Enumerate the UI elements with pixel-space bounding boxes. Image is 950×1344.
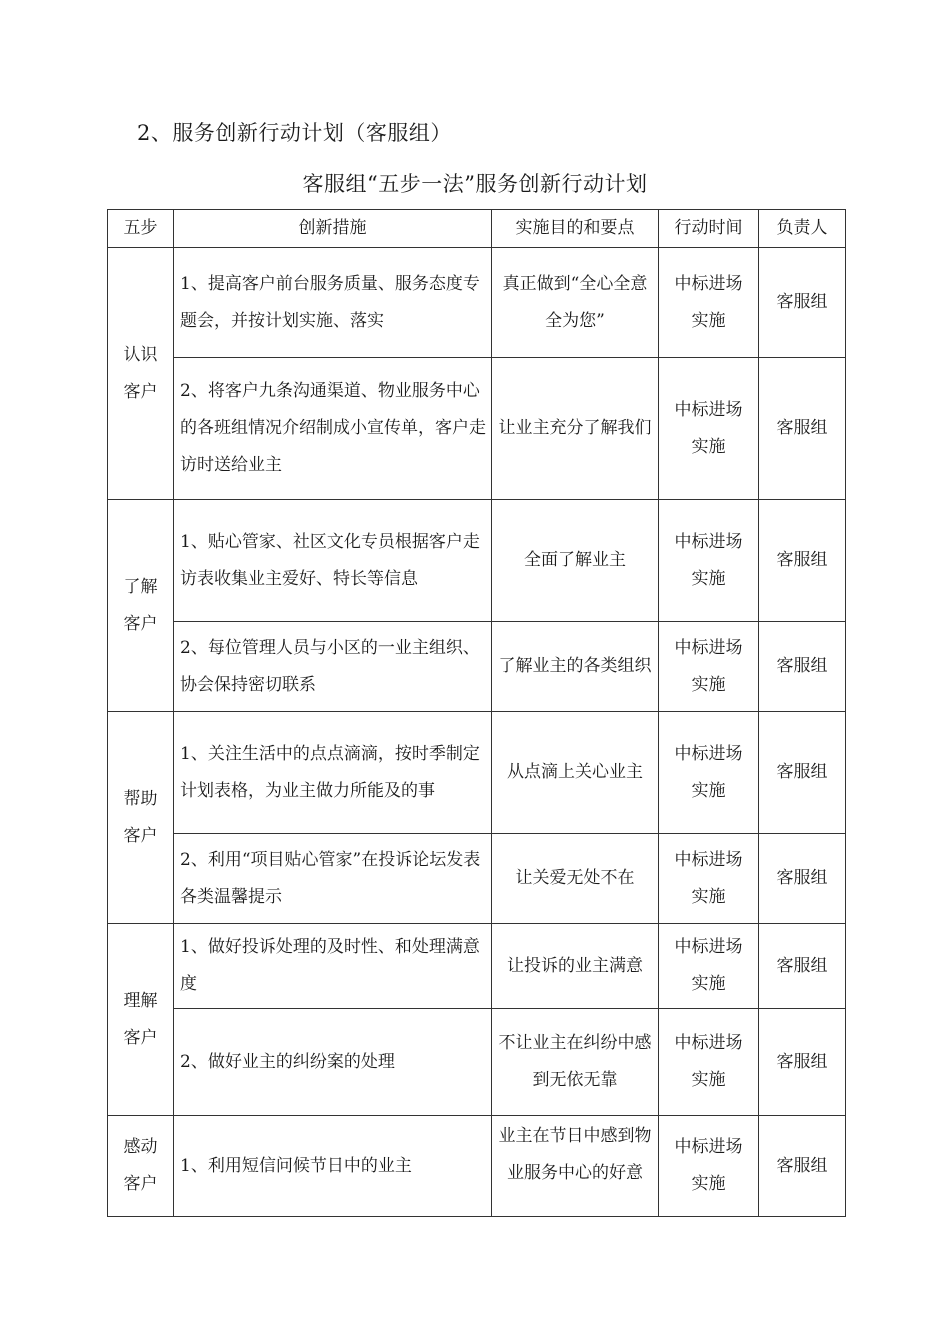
step-cell bbox=[108, 500, 174, 712]
measure-cell: 2、每位管理人员与小区的一业主组织、协会保持密切联系 bbox=[174, 622, 492, 712]
time-cell bbox=[659, 712, 759, 834]
step-label: 理解客户 bbox=[123, 990, 158, 1048]
header-step: 五步 bbox=[108, 210, 174, 248]
time-label: 中标进场实施 bbox=[674, 273, 743, 331]
table-title: 客服组“五步一法”服务创新行动计划 bbox=[302, 172, 648, 196]
header-goal: 实施目的和要点 bbox=[492, 210, 659, 248]
goal-cell bbox=[492, 1116, 659, 1217]
time-cell bbox=[659, 924, 759, 1009]
time-cell bbox=[659, 500, 759, 622]
measure-cell: 1、利用短信问候节日中的业主 bbox=[174, 1116, 492, 1217]
owner-cell: 客服组 bbox=[759, 358, 846, 500]
table-row bbox=[108, 712, 846, 834]
time-label: 中标进场实施 bbox=[674, 1033, 743, 1090]
step-label: 了解客户 bbox=[123, 576, 158, 634]
time-cell bbox=[659, 248, 759, 358]
action-plan-table bbox=[107, 209, 846, 1217]
owner-cell: 客服组 bbox=[759, 712, 846, 834]
time-label: 中标进场实施 bbox=[674, 937, 743, 994]
time-label: 中标进场实施 bbox=[674, 637, 743, 695]
goal-label: 业主在节日中感到物业服务中心的好意 bbox=[498, 1126, 652, 1183]
table-row bbox=[108, 1116, 846, 1217]
goal-cell: 从点滴上关心业主 bbox=[492, 712, 659, 834]
header-owner: 负责人 bbox=[759, 210, 846, 248]
time-cell bbox=[659, 1116, 759, 1217]
owner-cell: 客服组 bbox=[759, 500, 846, 622]
time-label: 中标进场实施 bbox=[674, 849, 743, 907]
step-label: 感动客户 bbox=[123, 1137, 158, 1194]
goal-cell: 真正做到“全心全意全为您” bbox=[492, 248, 659, 358]
owner-cell: 客服组 bbox=[759, 622, 846, 712]
table-row bbox=[108, 622, 846, 712]
time-cell bbox=[659, 622, 759, 712]
step-cell bbox=[108, 1116, 174, 1217]
measure-cell: 2、做好业主的纠纷案的处理 bbox=[174, 1009, 492, 1116]
time-cell bbox=[659, 834, 759, 924]
step-cell bbox=[108, 924, 174, 1116]
table-row bbox=[108, 358, 846, 500]
table-row bbox=[108, 248, 846, 358]
step-label: 认识客户 bbox=[123, 344, 158, 402]
measure-cell: 1、做好投诉处理的及时性、和处理满意度 bbox=[174, 924, 492, 1009]
goal-cell: 了解业主的各类组织 bbox=[492, 622, 659, 712]
time-label: 中标进场实施 bbox=[674, 531, 743, 589]
table-row bbox=[108, 1009, 846, 1116]
goal-cell: 让业主充分了解我们 bbox=[492, 358, 659, 500]
goal-cell: 让关爱无处不在 bbox=[492, 834, 659, 924]
step-cell bbox=[108, 248, 174, 500]
measure-cell: 2、利用“项目贴心管家”在投诉论坛发表各类温馨提示 bbox=[174, 834, 492, 924]
measure-cell: 1、提高客户前台服务质量、服务态度专题会，并按计划实施、落实 bbox=[174, 248, 492, 358]
goal-cell: 不让业主在纠纷中感到无依无靠 bbox=[492, 1009, 659, 1116]
goal-cell: 让投诉的业主满意 bbox=[492, 924, 659, 1009]
owner-cell: 客服组 bbox=[759, 1009, 846, 1116]
owner-cell: 客服组 bbox=[759, 834, 846, 924]
time-label: 中标进场实施 bbox=[674, 399, 743, 457]
goal-cell: 全面了解业主 bbox=[492, 500, 659, 622]
owner-cell: 客服组 bbox=[759, 248, 846, 358]
owner-cell: 客服组 bbox=[759, 1116, 846, 1217]
step-cell bbox=[108, 712, 174, 924]
header-row bbox=[108, 210, 846, 248]
time-label: 中标进场实施 bbox=[674, 743, 743, 801]
measure-cell: 1、关注生活中的点点滴滴，按时季制定计划表格，为业主做力所能及的事 bbox=[174, 712, 492, 834]
section-heading: 2、服务创新行动计划（客服组） bbox=[137, 121, 452, 145]
measure-cell: 1、贴心管家、社区文化专员根据客户走访表收集业主爱好、特长等信息 bbox=[174, 500, 492, 622]
time-label: 中标进场实施 bbox=[674, 1137, 743, 1194]
measure-cell: 2、将客户九条沟通渠道、物业服务中心的各班组情况介绍制成小宣传单，客户走访时送给业主 bbox=[174, 358, 492, 500]
table-row bbox=[108, 500, 846, 622]
owner-cell: 客服组 bbox=[759, 924, 846, 1009]
header-measure: 创新措施 bbox=[174, 210, 492, 248]
table-row bbox=[108, 834, 846, 924]
time-cell bbox=[659, 358, 759, 500]
step-label: 帮助客户 bbox=[123, 788, 158, 846]
table-row bbox=[108, 924, 846, 1009]
header-time: 行动时间 bbox=[659, 210, 759, 248]
time-cell bbox=[659, 1009, 759, 1116]
